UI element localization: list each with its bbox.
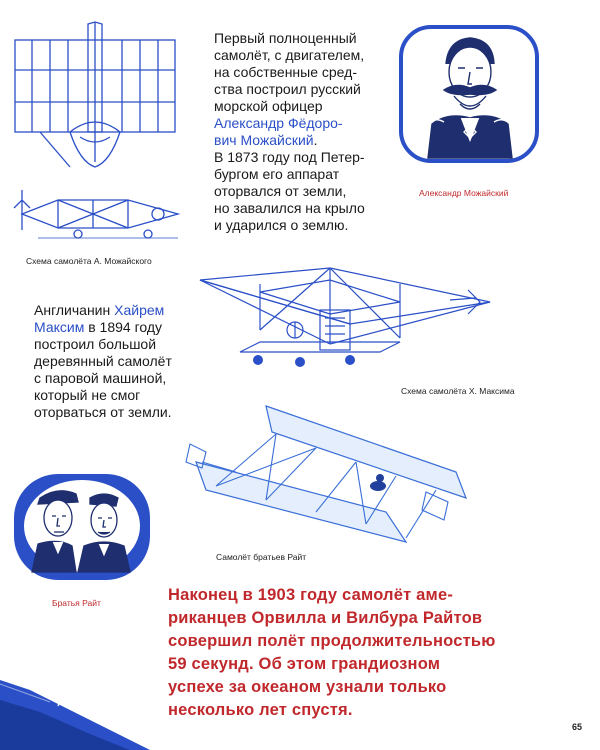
intro-line: В 1873 году под Петер- (214, 149, 365, 165)
wright-brothers-portrait (12, 472, 152, 582)
wright-plane-caption: Самолёт братьев Райт (216, 552, 307, 562)
maxim-paragraph (34, 302, 172, 421)
intro-line: и ударился о землю. (214, 217, 349, 233)
intro-line: но завалился на крыло (214, 200, 365, 216)
wright-portrait-caption: Братья Райт (52, 598, 101, 608)
highlight-line: Наконец в 1903 году самолёт аме- (168, 586, 454, 604)
maxim-name-first: Хайрем (114, 302, 165, 318)
intro-line: морской офицер (214, 98, 323, 114)
mozhaysky-plane-top-view (10, 22, 180, 172)
maxim-prefix: Англичанин (34, 302, 115, 318)
maxim-line: оторваться от земли. (34, 404, 172, 420)
highlight-line: совершил полёт продолжительностью (168, 632, 496, 650)
mozhaysky-plane-side-view (8, 186, 188, 246)
highlight-line: несколько лет спустя. (168, 701, 353, 719)
mozhaysky-name-line: вич Можайский (214, 132, 314, 148)
page-number: 65 (571, 722, 582, 732)
highlight-line: 59 секунд. Об этом грандиозном (168, 655, 441, 673)
mozhaysky-name-line: Александр Фёдоро- (214, 115, 343, 131)
name-period: . (313, 132, 318, 148)
maxim-scheme-caption: Схема самолёта Х. Максима (401, 386, 515, 396)
wright-flight-highlight (168, 584, 496, 722)
intro-line: бургом его аппарат (214, 166, 340, 182)
intro-paragraph (214, 30, 365, 234)
highlight-line: успехе за океаном узнали только (168, 678, 447, 696)
maxim-line: построил большой (34, 336, 157, 352)
mozhaysky-scheme-caption: Схема самолёта А. Можайского (26, 256, 152, 266)
highlight-line: риканцев Орвилла и Вилбура Райтов (168, 609, 483, 627)
intro-line: ства построил русский (214, 81, 361, 97)
maxim-line: который не смог (34, 387, 141, 403)
maxim-year: в 1894 году (84, 319, 163, 335)
intro-line: Первый полноценный (214, 30, 357, 46)
intro-line: оторвался от земли, (214, 183, 347, 199)
intro-line: самолёт, с двигателем, (214, 47, 365, 63)
intro-line: на собственные сред- (214, 64, 357, 80)
maxim-plane-scheme (200, 262, 500, 377)
maxim-line: с паровой машиной, (34, 370, 167, 386)
bottom-photo-corner (0, 650, 150, 750)
maxim-name-last: Максим (34, 319, 85, 335)
maxim-line: деревянный самолёт (34, 353, 172, 369)
mozhaysky-portrait (398, 24, 540, 164)
wright-plane-image (176, 402, 476, 552)
mozhaysky-portrait-caption: Александр Можайский (419, 188, 509, 198)
